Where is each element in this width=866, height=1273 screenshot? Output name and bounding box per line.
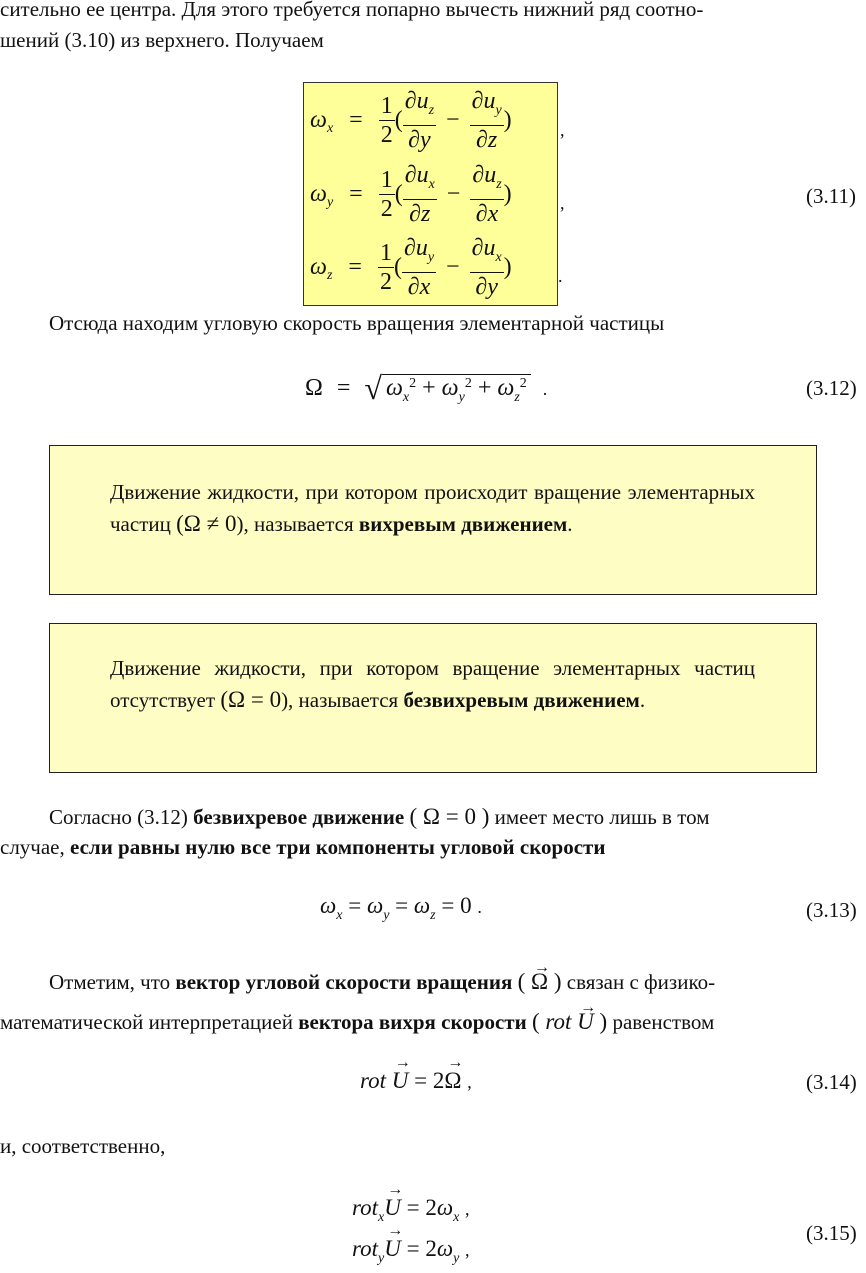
comma: , <box>560 193 565 213</box>
period: . <box>558 266 563 286</box>
definition-box-irrotational <box>49 623 817 773</box>
text-line: Согласно (3.12) безвихревое движение ( Ω = 0 ) имеет место лишь в том <box>49 804 710 829</box>
equation-number: (3.12) <box>806 376 857 400</box>
omega-z-equation: $\omega_z$ = $\frac{1}{2}$ ( $\frac{\partial u_y}{\partial x}$ − $\frac{\partial u_x}{\partial y}$ ) <box>310 235 512 300</box>
equation-number: (3.13) <box>806 898 857 922</box>
equation-number: (3.11) <box>806 184 856 208</box>
angular-speed-equation: Ω = √ $\omega_x^2 + \omega_y^2 + \omega_z^2$ . <box>305 370 548 406</box>
omega-y-equation: $\omega_y$ = $\frac{1}{2}$ ( $\frac{\partial u_x}{\partial z}$ − $\frac{\partial u_z}{\partial x}$ ) <box>310 162 512 227</box>
curl-equation: rot → U = 2→ Ω , <box>360 1068 472 1094</box>
text-line: Отсюда находим угловую скорость вращения элементарной частицы <box>49 311 665 335</box>
zero-components-equation: $\omega_x = \omega_y = \omega_z = 0$ . <box>320 893 482 923</box>
omega-x-equation: $\omega_x$ = $\frac{1}{2}$ ( $\frac{\partial u_z}{\partial y}$ − $\frac{\partial u_y}{\partial z}$ ) <box>310 88 512 153</box>
definition-text: Движение жидкости, при котором вращение элементарных частиц отсутствует (Ω = 0), называется безвихревым движением. <box>110 656 755 712</box>
text-line: сительно ее центра. Для этого требуется попарно вычесть нижний ряд соотно- <box>0 0 704 21</box>
text-line: Отметим, что вектор угловой скорости вращения ( → Ω ) связан с физико- <box>49 966 715 998</box>
equation-box-3-11 <box>303 82 558 306</box>
text-line: случае, если равны нулю все три компоненты угловой скорости <box>0 835 606 859</box>
equation-number: (3.15) <box>806 1221 857 1245</box>
text-line: математической интерпретацией вектора вихря скорости ( rot → U ) равенством <box>0 1006 714 1038</box>
curl-x-equation: $rot_x\to U = 2\omega_x$ , <box>352 1195 470 1226</box>
definition-box-vortex <box>49 445 817 595</box>
equation-number: (3.14) <box>806 1070 857 1094</box>
text-line: и, соответственно, <box>0 1134 166 1158</box>
definition-text: Движение жидкости, при котором происходит вращение элементарных частиц (Ω ≠ 0), называется вихревым движением. <box>110 480 755 536</box>
curl-y-equation: $rot_y\to U = 2\omega_y$ , <box>352 1236 470 1267</box>
comma: , <box>560 120 565 140</box>
text-line: шений (3.10) из верхнего. Получаем <box>0 28 324 52</box>
